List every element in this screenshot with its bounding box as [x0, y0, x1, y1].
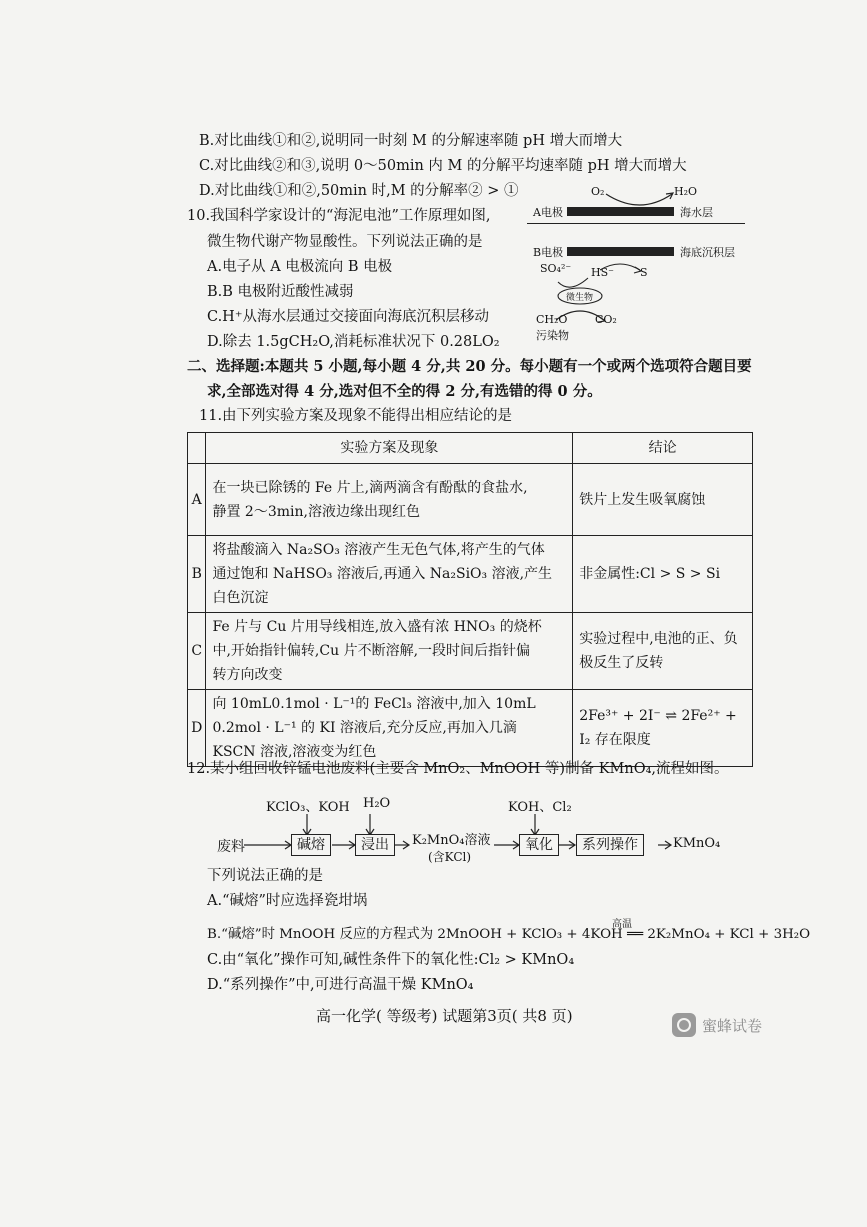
q12-option-c: C.由“氧化”操作可知,碱性条件下的氧化性:Cl₂ > KMnO₄ [207, 952, 575, 968]
q9-option-d: D.对比曲线①和②,50min 时,M 的分解率② > ① [199, 183, 519, 199]
section-2-heading: 二、选择题:本题共 5 小题,每小题 4 分,共 20 分。每小题有一个或两个选项符合题目要 [187, 358, 752, 375]
reagent-h2o: H₂O [363, 796, 391, 811]
step-oxidation: 氧化 [519, 834, 559, 856]
reagent-kclo3-koh: KClO₃、KOH [266, 800, 350, 815]
table-row [188, 613, 753, 690]
electrode-a-label: A电极 [533, 206, 563, 219]
sediment-reaction-arrows [540, 258, 650, 338]
row-conclusion: 非金属性:Cl > S > Si [573, 536, 753, 613]
row-method: 在一块已除锈的 Fe 片上,滴两滴含有酚酞的食盐水, 静置 2～3min,溶液边缘出现红色 [206, 464, 573, 536]
table-header-row [188, 433, 753, 464]
row-conclusion: 实验过程中,电池的正、负 极反生了反转 [573, 613, 753, 690]
q12-prompt: 下列说法正确的是 [207, 868, 323, 884]
q12-stem: 12.某小组回收锌锰电池废料(主要含 MnO₂、MnOOH 等)制备 KMnO₄,流程如图。 [187, 761, 729, 777]
q12-option-d: D.“系列操作”中,可进行高温干燥 KMnO₄ [207, 977, 474, 993]
q9-option-b: B.对比曲线①和②,说明同一时刻 M 的分解速率随 pH 增大而增大 [199, 133, 623, 149]
sediment-label: 海底沉积层 [680, 246, 735, 259]
hs-label: HS⁻ [591, 266, 614, 279]
row-method: Fe 片与 Cu 片用导线相连,放入盛有浓 HNO₃ 的烧杯 中,开始指针偏转,Cu 片不断溶解,一段时间后指针偏 转方向改变 [206, 613, 573, 690]
electrode-b [567, 247, 674, 256]
reagent-koh-cl2: KOH、Cl₂ [508, 800, 572, 815]
watermark-logo-icon [672, 1013, 696, 1037]
watermark [672, 1013, 762, 1037]
electrode-a [567, 207, 674, 216]
row-method: 向 10mL0.1mol · L⁻¹的 FeCl₃ 溶液中,加入 10mL 0.2mol · L⁻¹ 的 KI 溶液后,充分反应,再加入几滴 KSCN 溶液,溶液变为红色 [206, 690, 573, 767]
q10-option-b: B.B 电极附近酸性减弱 [207, 284, 354, 300]
condition-high-temp: 高温 [612, 919, 632, 930]
q10-stem: 10.我国科学家设计的“海泥电池”工作原理如图, [187, 208, 491, 224]
table-row [188, 690, 753, 767]
seawater-label: 海水层 [680, 206, 713, 219]
q11-stem: 11.由下列实验方案及现象不能得出相应结论的是 [199, 408, 513, 424]
row-key: C [188, 613, 206, 690]
experiment-table [187, 432, 753, 767]
h2o-label: H₂O [674, 185, 698, 198]
row-key: A [188, 464, 206, 536]
flow-start: 废料 [217, 839, 245, 855]
row-conclusion: 铁片上发生吸氧腐蚀 [573, 464, 753, 536]
interface-line [527, 223, 745, 224]
q10-option-a: A.电子从 A 电极流向 B 电极 [207, 259, 393, 275]
header-conclusion: 结论 [573, 433, 753, 464]
section-2-heading-2: 求,全部选对得 4 分,选对但不全的得 2 分,有选错的得 0 分。 [207, 383, 602, 400]
page-footer: 高一化学( 等级考) 试题第3页( 共8 页) [316, 1007, 573, 1025]
co2-label: CO₂ [595, 313, 617, 326]
step-leaching: 浸出 [355, 834, 395, 856]
table-row [188, 464, 753, 536]
flow-product: KMnO₄ [673, 836, 721, 851]
electrode-b-label: B电极 [533, 246, 564, 259]
row-key: D [188, 690, 206, 767]
step-alkali-fusion: 碱熔 [291, 834, 331, 856]
q10-option-d: D.除去 1.5gCH₂O,消耗标准状况下 0.28LO₂ [207, 334, 500, 350]
row-method: 将盐酸滴入 Na₂SO₃ 溶液产生无色气体,将产生的气体 通过饱和 NaHSO₃ 溶液后,再通入 Na₂SiO₃ 溶液,产生 白色沉淀 [206, 536, 573, 613]
q10-stem-2: 微生物代谢产物显酸性。下列说法正确的是 [207, 234, 483, 250]
q12-option-a: A.“碱熔”时应选择瓷坩埚 [207, 893, 368, 909]
row-key: B [188, 536, 206, 613]
intermediate-k2mno4: K₂MnO₄溶液 [412, 833, 491, 848]
ch2o-label: CH₂O [536, 313, 568, 326]
intermediate-kcl: (含KCl) [428, 850, 472, 864]
header-method: 实验方案及现象 [206, 433, 573, 464]
row-conclusion: 2Fe³⁺ + 2I⁻ ⇌ 2Fe²⁺ + I₂ 存在限度 [573, 690, 753, 767]
q10-option-c: C.H⁺从海水层通过交接面向海底沉积层移动 [207, 309, 489, 325]
microbe-label: 微生物 [566, 293, 594, 303]
so4-label: SO₄²⁻ [540, 262, 572, 275]
s-label: S [640, 266, 648, 279]
watermark-text: 蜜蜂试卷 [702, 1016, 763, 1035]
pollutant-label: 污染物 [536, 329, 569, 342]
q9-option-c: C.对比曲线②和③,说明 0～50min 内 M 的分解平均速率随 pH 增大而增大 [199, 158, 687, 174]
o2-label: O₂ [591, 185, 605, 198]
table-row [188, 536, 753, 613]
q12-option-b: B.“碱熔”时 MnOOH 反应的方程式为 2MnOOH + KClO₃ + 4KOH ══ 2K₂MnO₄ + KCl + 3H₂O [207, 927, 811, 942]
step-series-operations: 系列操作 [576, 834, 644, 856]
